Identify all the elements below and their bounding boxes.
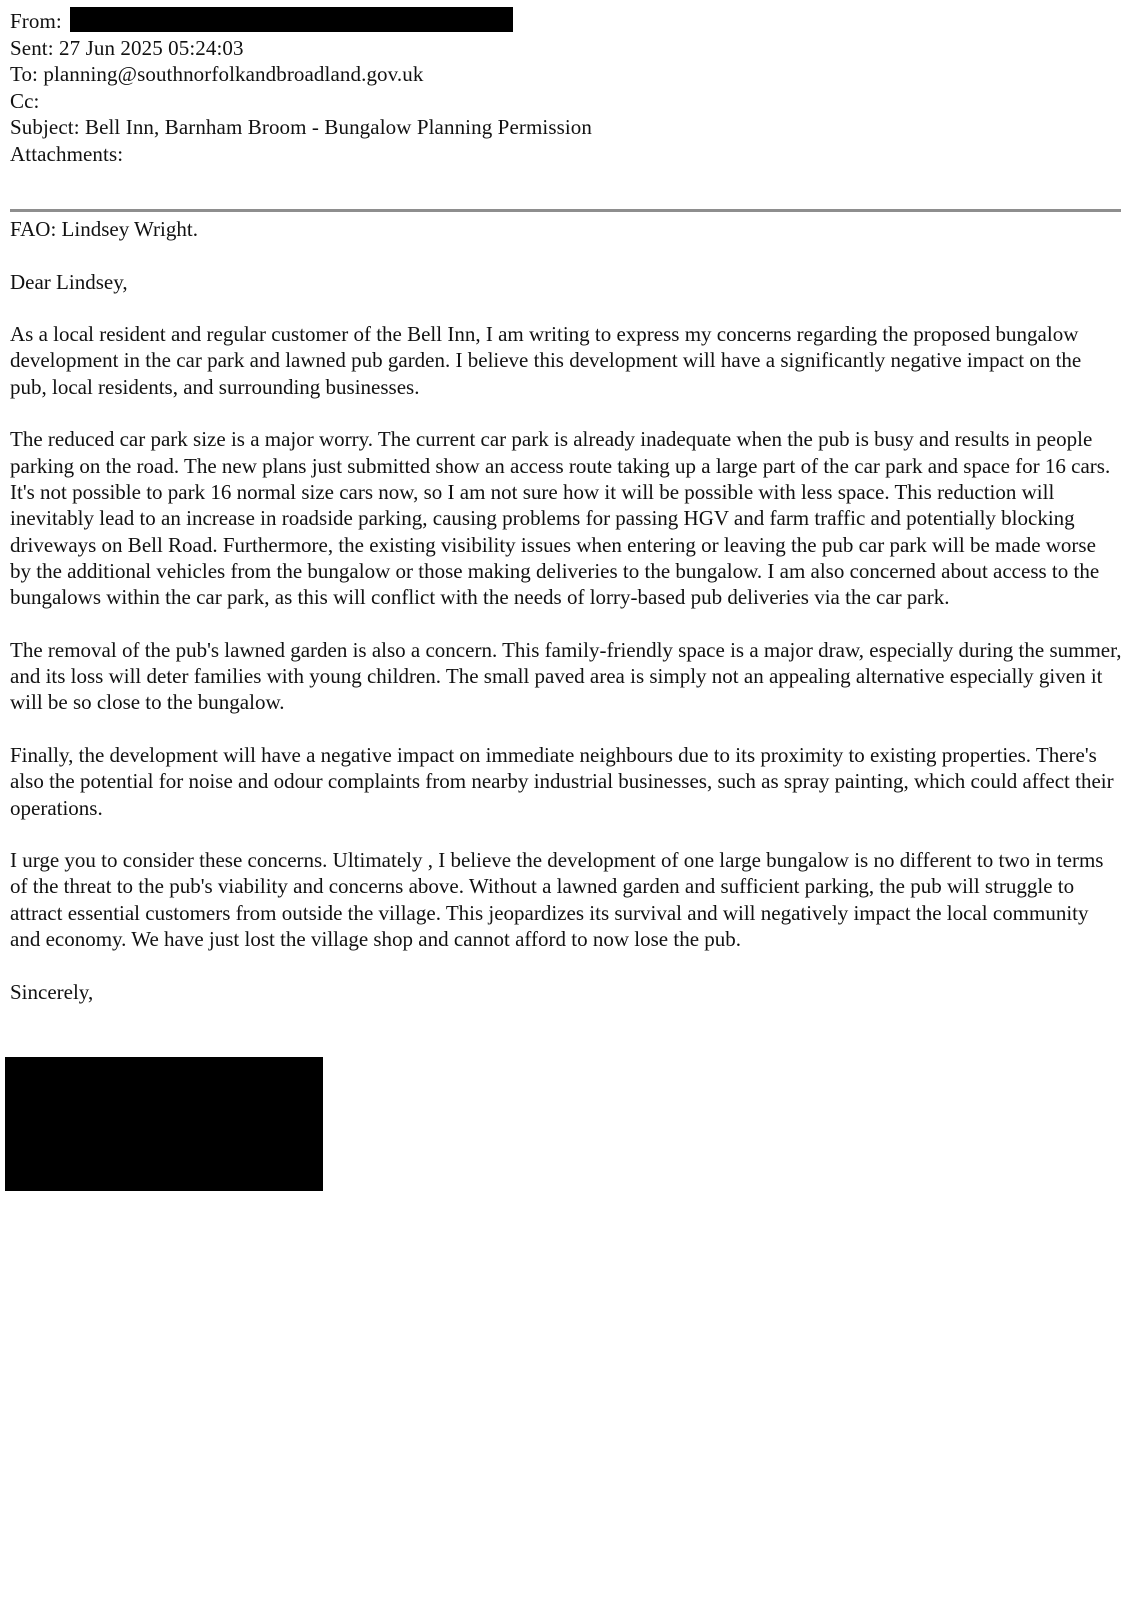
email-body: [10, 216, 1122, 1031]
header-divider: [10, 209, 1121, 212]
body-paragraph: I urge you to consider these concerns. Ultimately , I believe the development of one large bungalow is no different to two in terms of the threat to the pub's viability and concerns above. Without a lawned garden and sufficient parking, the pub will struggle to attract essential customers from outside the village. This jeopardizes its survival and will negatively impact the local community and economy. We have just lost the village shop and cannot afford to now lose the pub.: [10, 848, 1104, 952]
body-paragraph: The reduced car park size is a major worry. The current car park is already inadequate when the pub is busy and results in people parking on the road. The new plans just submitted show an access route taking up a large part of the car park and space for 16 cars. It's not possible to park 16 normal size cars now, so I am not sure how it will be possible with less space. This reduction will inevitably lead to an increase in roadside parking, causing problems for passing HGV and farm traffic and potentially blocking driveways on Bell Road. Furthermore, the existing visibility issues when entering or leaving the pub car park will be made worse by the additional vehicles from the bungalow or those making deliveries to the bungalow. I am also concerned about access to the bungalows within the car park, as this will conflict with the needs of lorry-based pub deliveries via the car park.: [10, 427, 1111, 610]
to-line: To: planning@southnorfolkandbroadland.gov.uk: [10, 62, 424, 86]
sent-line: Sent: 27 Jun 2025 05:24:03: [10, 35, 244, 60]
cc-line: Cc:: [10, 88, 40, 113]
from-line: From:: [10, 9, 62, 33]
body-paragraph: The removal of the pub's lawned garden is also a concern. This family-friendly space is a major draw, especially during the summer, and its loss will deter families with young children. The small paved area is simply not an appealing alternative especially given it will be so close to the bungalow.: [10, 637, 1122, 715]
greeting: Dear Lindsey,: [10, 269, 128, 294]
sender-redaction-block: [70, 7, 513, 32]
signature-redaction-block: [5, 1057, 323, 1191]
fao-line: FAO: Lindsey Wright.: [10, 217, 198, 241]
body-paragraph: As a local resident and regular customer of the Bell Inn, I am writing to express my concerns regarding the proposed bungalow development in the car park and lawned pub garden. I believe this development will have a significantly negative impact on the pub, local residents, and surrounding businesses.: [10, 322, 1082, 399]
attachments-line: Attachments:: [10, 141, 124, 166]
closing: Sincerely,: [10, 979, 94, 1004]
body-paragraph: Finally, the development will have a negative impact on immediate neighbours due to its proximity to existing properties. There's also the potential for noise and odour complaints from nearby industrial businesses, such as spray painting, which could affect their operations.: [10, 742, 1114, 820]
subject-line: Subject: Bell Inn, Barnham Broom - Bungalow Planning Permission: [10, 115, 593, 139]
